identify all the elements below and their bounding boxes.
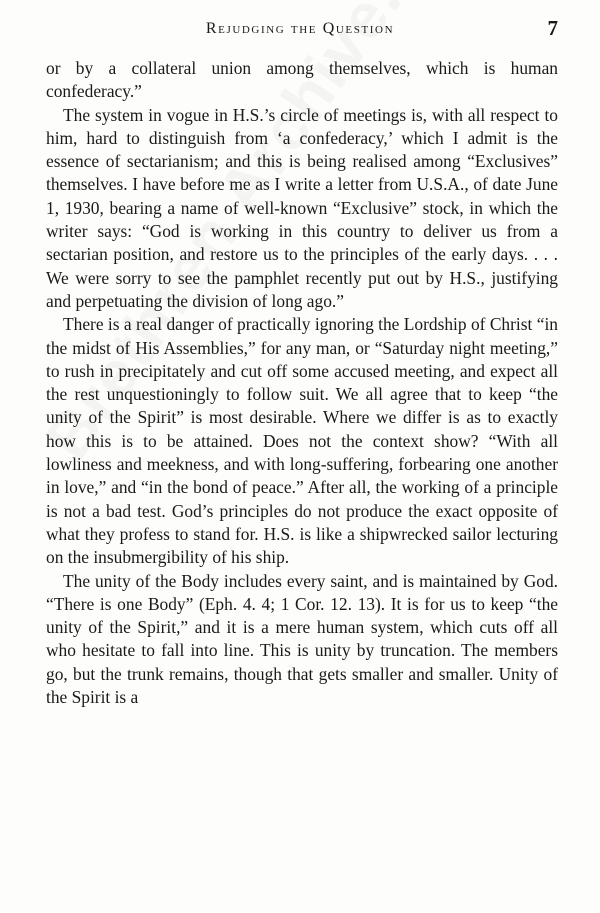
running-title: Rejudging the Question <box>205 20 395 37</box>
paragraph-unity-of-body: The unity of the Body includes every saint, and is maintained by God. “There is one Body” (Eph. 4. 4; 1 Cor. 12. 13). It is for us to keep “the unity of the Spirit,” and it is a mere human system, which cuts off all who hesitate to fall into line. This is unity by truncation. The members go, but the trunk remains, though that gets smaller and smaller. Unity of the Spirit is a <box>46 570 558 708</box>
paragraph-lordship-of-christ: There is a real danger of practically ignoring the Lordship of Christ “in the midst of His Assemblies,” for any man, or “Saturday night meeting,” to rush in precipitately and cut off some accused meeting, and expect all the rest unquestioningly to follow suit. We all agree that to keep “the unity of the Spirit” is most desirable. Where we differ is as to exactly how this is to be attained. Does not the context show? “With all lowliness and meekness, and with long-suffering, forbearing one another in love,” and “in the bond of peace.” After all, the working of a principle is not a bad test. God’s principles do not produce the exact opposite of what they profess to stand for. H.S. is like a shipwrecked sailor lecturing on the insubmergibility of his ship. <box>46 314 558 568</box>
paragraph-hs-system: The system in vogue in H.S.’s circle of meetings is, with all respect to him, hard to distinguish from ‘a confederacy,’ which I admit is the essence of sectarianism; and this is being realised among “Exclusives” themselves. I have before me as I write a letter from U.S.A., of date June 1, 1930, bearing a name of well-known “Exclusive” stock, in which the writer says: “God is working in this country to deliver us from a sectarian position, and restore us to the principles of the early days. . . . We were sorry to see the pamphlet recently put out by H.S., justifying and perpetuating the division of long ago.” <box>46 104 558 311</box>
page-number: 7 <box>547 16 558 40</box>
paragraph-continuation: or by a collateral union among themselves, which is human confederacy.” <box>46 58 558 102</box>
running-head <box>0 16 600 46</box>
body-text <box>46 57 558 709</box>
